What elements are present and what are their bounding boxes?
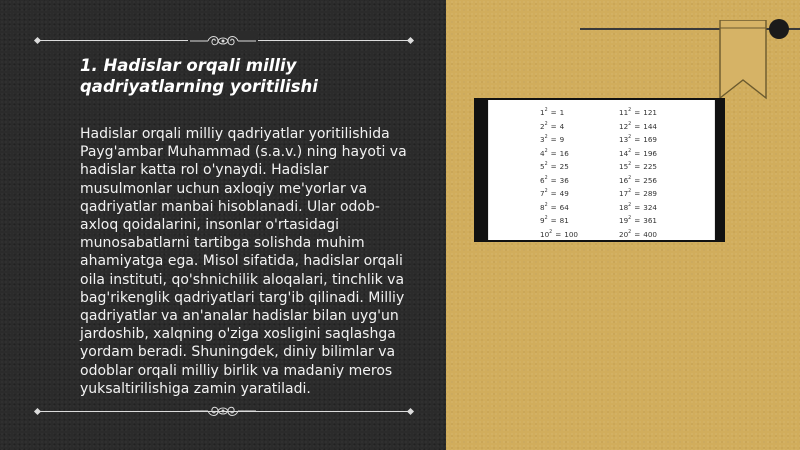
square-entry <box>619 185 657 199</box>
square-result: 121 <box>643 108 657 117</box>
square-result: 361 <box>643 216 657 225</box>
square-result: 4 <box>559 121 565 131</box>
pin-icon <box>769 19 789 39</box>
square-entry <box>619 158 657 172</box>
square-base: 10 <box>540 229 550 239</box>
equals-sign: = <box>550 148 557 158</box>
square-result: 25 <box>559 162 569 171</box>
square-exponent: 2 <box>544 189 548 194</box>
square-base: 16 <box>619 175 629 185</box>
slide-title: 1. Hadislar orqali milliy qadriyatlarning yoritilishi <box>80 56 318 96</box>
square-result: 16 <box>559 148 569 158</box>
equals-sign: = <box>550 216 557 225</box>
square-result: 64 <box>559 202 569 212</box>
square-exponent: 2 <box>628 189 632 194</box>
square-base: 19 <box>619 216 629 225</box>
equals-sign: = <box>634 189 641 198</box>
square-base: 2 <box>540 121 545 131</box>
square-exponent: 2 <box>628 121 632 127</box>
square-entry <box>619 199 657 213</box>
equals-sign: = <box>634 108 641 117</box>
square-entry <box>540 185 578 199</box>
equals-sign: = <box>555 229 562 239</box>
equals-sign: = <box>634 162 641 171</box>
square-base: 20 <box>619 229 629 239</box>
square-exponent: 2 <box>544 108 548 113</box>
square-exponent: 2 <box>544 175 548 181</box>
square-entry <box>619 118 657 132</box>
equals-sign: = <box>550 189 557 198</box>
square-result: 196 <box>643 148 657 158</box>
square-base: 4 <box>540 148 545 158</box>
square-base: 15 <box>619 162 629 171</box>
square-result: 9 <box>559 135 565 144</box>
square-result: 169 <box>643 135 657 144</box>
square-exponent: 2 <box>544 121 548 127</box>
square-result: 100 <box>564 229 578 239</box>
square-base: 11 <box>619 108 629 117</box>
square-entry <box>619 172 657 186</box>
square-result: 400 <box>643 229 657 239</box>
square-base: 7 <box>540 189 545 198</box>
square-entry <box>619 212 657 226</box>
square-base: 6 <box>540 175 545 185</box>
square-exponent: 2 <box>628 216 632 221</box>
square-result: 289 <box>643 189 657 198</box>
square-result: 36 <box>559 175 569 185</box>
square-base: 5 <box>540 162 545 171</box>
flourish-ornament-icon <box>188 402 258 420</box>
equals-sign: = <box>634 148 641 158</box>
flourish-ornament-icon <box>188 32 258 50</box>
squares-column-left <box>540 104 578 239</box>
square-base: 1 <box>540 108 545 117</box>
square-entry <box>540 172 578 186</box>
square-result: 1 <box>559 108 565 117</box>
equals-sign: = <box>634 229 641 239</box>
square-base: 12 <box>619 121 629 131</box>
square-result: 144 <box>643 121 657 131</box>
square-exponent: 2 <box>628 148 632 154</box>
square-exponent: 2 <box>628 175 632 181</box>
square-exponent: 2 <box>628 162 632 167</box>
bookmark-ribbon-icon <box>718 20 768 100</box>
square-result: 256 <box>643 175 657 185</box>
square-base: 13 <box>619 135 629 144</box>
square-entry <box>540 118 578 132</box>
square-result: 225 <box>643 162 657 171</box>
square-exponent: 2 <box>544 148 548 154</box>
square-result: 324 <box>643 202 657 212</box>
square-entry <box>540 226 578 240</box>
square-exponent: 2 <box>544 135 548 140</box>
square-entry <box>540 158 578 172</box>
equals-sign: = <box>634 216 641 225</box>
square-result: 49 <box>559 189 569 198</box>
square-entry <box>540 145 578 159</box>
square-exponent: 2 <box>628 202 632 208</box>
square-exponent: 2 <box>628 229 632 235</box>
square-base: 14 <box>619 148 629 158</box>
square-base: 3 <box>540 135 545 144</box>
square-exponent: 2 <box>544 216 548 221</box>
equals-sign: = <box>634 121 641 131</box>
equals-sign: = <box>550 135 557 144</box>
square-entry <box>540 131 578 145</box>
square-exponent: 2 <box>544 162 548 167</box>
square-entry <box>619 145 657 159</box>
square-exponent: 2 <box>628 108 632 113</box>
square-entry <box>619 131 657 145</box>
equals-sign: = <box>634 202 641 212</box>
equals-sign: = <box>634 135 641 144</box>
squares-column-right <box>619 104 657 239</box>
square-exponent: 2 <box>628 135 632 140</box>
square-exponent: 2 <box>544 202 548 208</box>
equals-sign: = <box>550 121 557 131</box>
squares-table-image <box>488 100 715 240</box>
square-entry <box>540 199 578 213</box>
square-entry <box>540 104 578 118</box>
square-base: 17 <box>619 189 629 198</box>
equals-sign: = <box>634 175 641 185</box>
square-result: 81 <box>559 216 569 225</box>
square-exponent: 2 <box>549 229 553 235</box>
square-entry <box>619 226 657 240</box>
equals-sign: = <box>550 108 557 117</box>
square-base: 8 <box>540 202 545 212</box>
equals-sign: = <box>550 202 557 212</box>
square-base: 9 <box>540 216 545 225</box>
equals-sign: = <box>550 175 557 185</box>
square-entry <box>540 212 578 226</box>
slide-body-text: Hadislar orqali milliy qadriyatlar yoritilishida Payg'ambar Muhammad (s.a.v.) ning hayoti va hadislar katta rol o'ynaydi. Hadislar musulmonlar uchun axloqiy me'yorlar va qadriyatlar manbai hisoblanadi. Ular odob-axloq qoidalarini, insonlar o'rtasidagi munosabatlarni tartibga solishda muhim ahamiyatga ega. Misol sifatida, hadislar orqali oila instituti, qo'shnichilik aloqalari, tinchlik va bag'rikenglik qadriyatlari targ'ib qilinadi. Milliy qadriyatlar va an'analar hadislar bilan uyg'un jardoshib, xalqning o'ziga xosligini saqlashga yordam beradi. Shuningdek, diniy bilimlar va odoblar orqali milliy birlik va madaniy meros yuksaltirilishiga zamin yaratiladi. <box>80 126 407 397</box>
square-base: 18 <box>619 202 629 212</box>
square-entry <box>619 104 657 118</box>
equals-sign: = <box>550 162 557 171</box>
